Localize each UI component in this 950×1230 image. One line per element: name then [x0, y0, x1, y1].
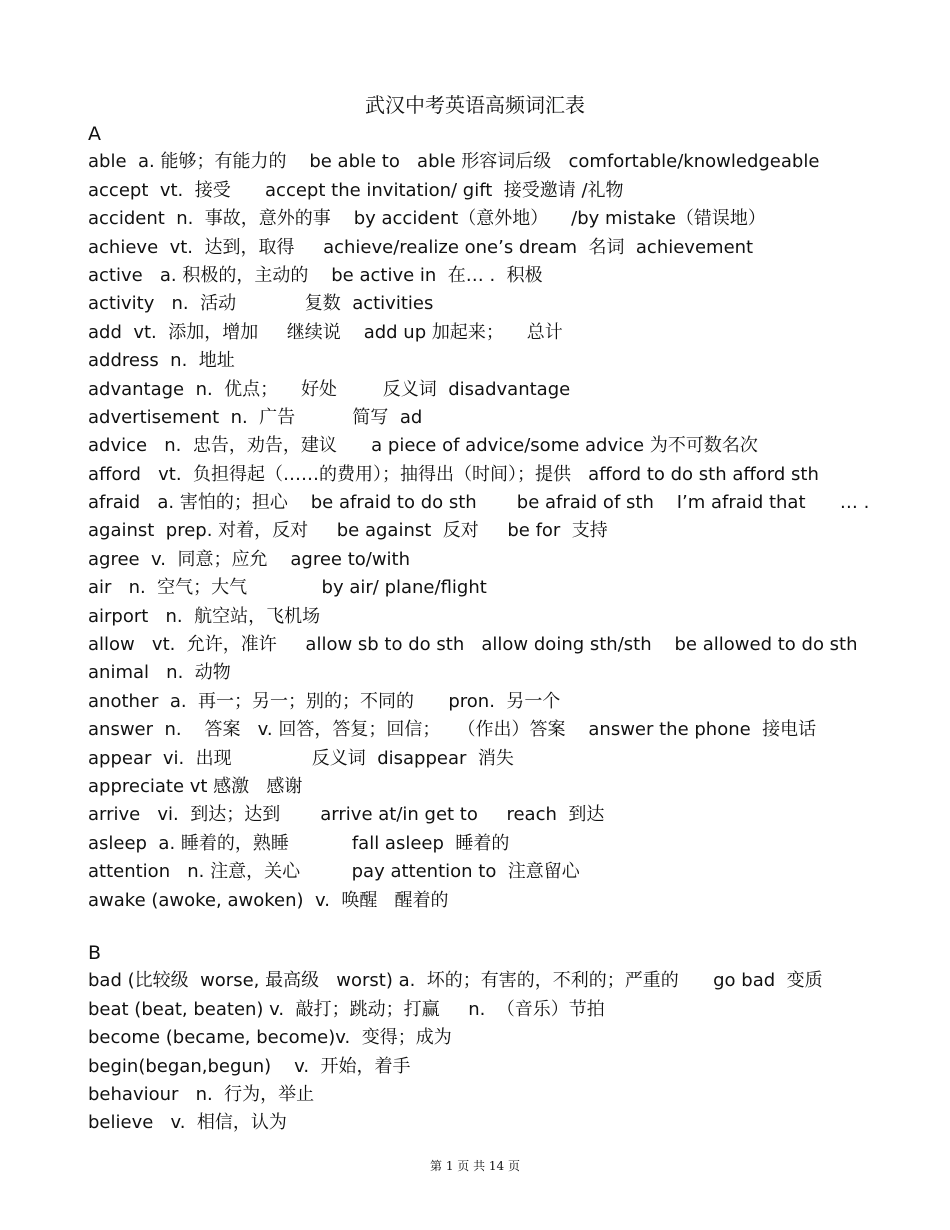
entry-line: advantage n. 优点； 好处 反义词 disadvantage [88, 378, 571, 400]
entry-line: animal n. 动物 [88, 662, 231, 684]
entry-line: air n. 空气；大气 by air/ plane/flight [88, 577, 487, 599]
section-letter-b: B [88, 941, 102, 964]
entry-line: able a. 能够；有能力的 be able to able 形容词后级 comfortable/knowledgeable [88, 151, 820, 173]
entry-line: active a. 积极的，主动的 be active in 在… . 积极 [88, 264, 543, 286]
entry-line: bad (比较级 worse, 最高级 worst) a. 坏的；有害的，不利的；严重的 go bad 变质 [88, 970, 823, 992]
section-letter-a: A [88, 123, 101, 145]
entry-line: address n. 地址 [88, 350, 235, 372]
entry-line: add vt. 添加，增加 继续说 add up 加起来； 总计 [88, 321, 563, 343]
entry-line: beat (beat, beaten) v. 敲打；跳动；打赢 n. （音乐）节拍 [88, 998, 605, 1020]
vocabulary-list [88, 120, 938, 1138]
entry-line: afford vt. 负担得起（……的费用）；抽得出（时间）；提供 afford to do sth afford sth [88, 463, 819, 485]
entry-line: appear vi. 出现 反义词 disappear 消失 [88, 747, 514, 769]
entry-line: begin(began,begun) v. 开始，着手 [88, 1055, 411, 1077]
entry-line: advertisement n. 广告 简写 ad [88, 406, 423, 428]
entry-line: achieve vt. 达到，取得 achieve/realize one’s dream 名词 achievement [88, 236, 754, 258]
entry-line: answer n. 答案 v. 回答，答复；回信； （作出）答案 answer the phone 接电话 [88, 719, 817, 741]
entry-line: advice n. 忠告，劝告，建议 a piece of advice/some advice 为不可数名次 [88, 435, 758, 457]
entry-line: agree v. 同意；应允 agree to/with [88, 548, 411, 570]
entry-line: become (became, become)v. 变得；成为 [88, 1027, 452, 1049]
entry-line: another a. 再一；另一；别的；不同的 pron. 另一个 [88, 690, 561, 712]
entry-line: afraid a. 害怕的；担心 be afraid to do sth be afraid of sth I’m afraid that … . [88, 492, 870, 514]
entry-line: accident n. 事故，意外的事 by accident（意外地） /by mistake（错误地） [88, 208, 766, 230]
entry-line: arrive vi. 到达；达到 arrive at/in get to reach 到达 [88, 804, 605, 826]
entry-line: accept vt. 接受 accept the invitation/ gift 接受邀请 /礼物 [88, 179, 624, 201]
entry-line: airport n. 航空站，飞机场 [88, 605, 321, 627]
page-footer: 第 1 页 共 14 页 [430, 1159, 520, 1173]
entry-line: allow vt. 允许，准许 allow sb to do sth allow doing sth/sth be allowed to do sth [88, 634, 858, 656]
document-title: 武汉中考英语高频词汇表 [365, 93, 585, 117]
entry-line: believe v. 相信，认为 [88, 1112, 287, 1134]
entry-line: asleep a. 睡着的，熟睡 fall asleep 睡着的 [88, 832, 510, 854]
section-gap [88, 915, 938, 939]
entry-line: attention n. 注意，关心 pay attention to 注意留心 [88, 861, 580, 883]
entry-line: awake (awoke, awoken) v. 唤醒 醒着的 [88, 889, 449, 911]
entry-line: behaviour n. 行为，举止 [88, 1083, 315, 1105]
entry-line: against prep. 对着，反对 be against 反对 be for 支持 [88, 520, 608, 542]
entry-line: appreciate vt 感激 感谢 [88, 775, 303, 797]
entry-line: activity n. 活动 复数 activities [88, 293, 434, 315]
